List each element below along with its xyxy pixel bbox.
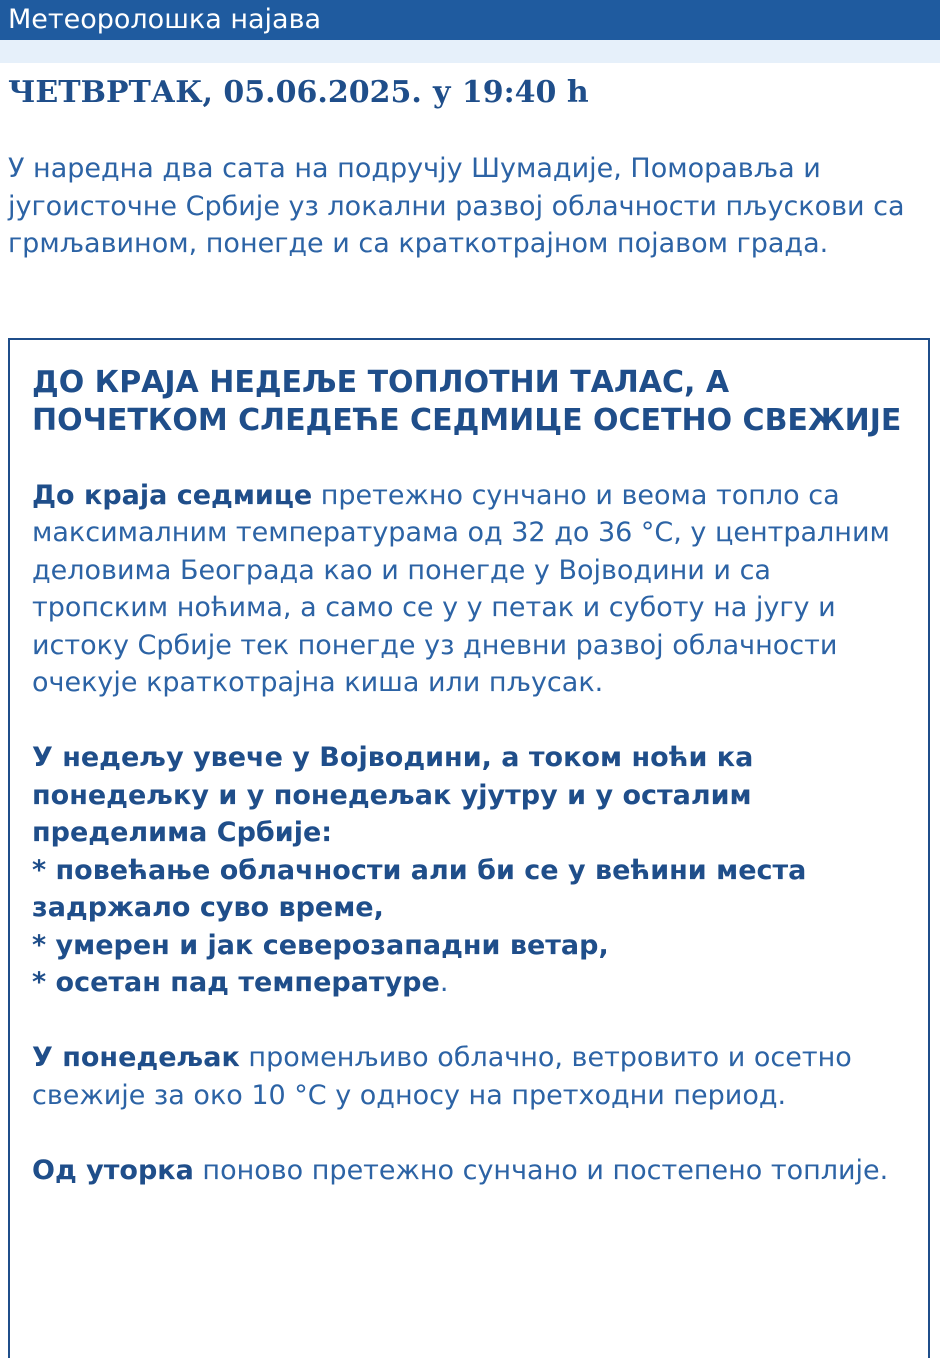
paragraph-week (32, 477, 912, 702)
paragraph-monday (32, 1039, 912, 1114)
forecast-box-content (32, 364, 912, 1189)
bullet-cloudiness: * повећање облачности али би се у већини места задржало суво време, (32, 854, 807, 923)
paragraph-monday-lead: У понедељак (32, 1042, 240, 1073)
bullet-temperature: * осетан пад температуре (32, 967, 440, 998)
header-bar (0, 0, 940, 40)
forecast-box (8, 338, 930, 1358)
paragraph-sunday-intro: У недељу увече у Војводини, а током ноћи ка понедељку и у понедељак ујутру и у осталим пределима Србије: (32, 742, 754, 848)
page-header-title: Метеоролошка најава (8, 4, 322, 35)
intro-paragraph: У наредна два сата на подручју Шумадије, Поморавља и југоисточне Србије уз локални развој облачности пљускови са грмљавином, понегде и са краткотрајном појавом града. (8, 153, 905, 259)
header-strip (0, 40, 940, 63)
paragraph-tuesday-text: поново претежно сунчано и постепено топлије. (193, 1154, 889, 1186)
forecast-date: ЧЕТВРТАК, 05.06.2025. у 19:40 h (8, 75, 589, 110)
paragraph-monday-text: променљиво облачно, ветровито и осетно свежије за око 10 °C у односу на претходни период. (32, 1042, 852, 1111)
bullet-temperature-line (32, 964, 912, 1002)
paragraph-tuesday (32, 1152, 912, 1190)
bullet-temperature-period: . (439, 967, 449, 998)
paragraph-week-lead: До краја седмице (32, 479, 313, 511)
bullet-wind: * умерен и јак северозападни ветар, (32, 929, 609, 961)
paragraph-week-text: претежно сунчано и веома топло са максималним температурама од 32 до 36 °C, у централним деловима Београда као и понегде у Војводини и са тропским ноћима, а само се у у петак и суботу на југу и истоку Србије тек понегде уз дневни развој облачности очекује краткотрајна киша или пљусак. (32, 479, 890, 698)
forecast-heading: ДО КРАЈА НЕДЕЉЕ ТОПЛОТНИ ТАЛАС, А ПОЧЕТКОМ СЛЕДЕЋЕ СЕДМИЦЕ ОСЕТНО СВЕЖИЈЕ (32, 365, 902, 438)
paragraph-sunday-night (32, 739, 912, 1002)
paragraph-tuesday-lead: Од уторка (32, 1154, 194, 1186)
